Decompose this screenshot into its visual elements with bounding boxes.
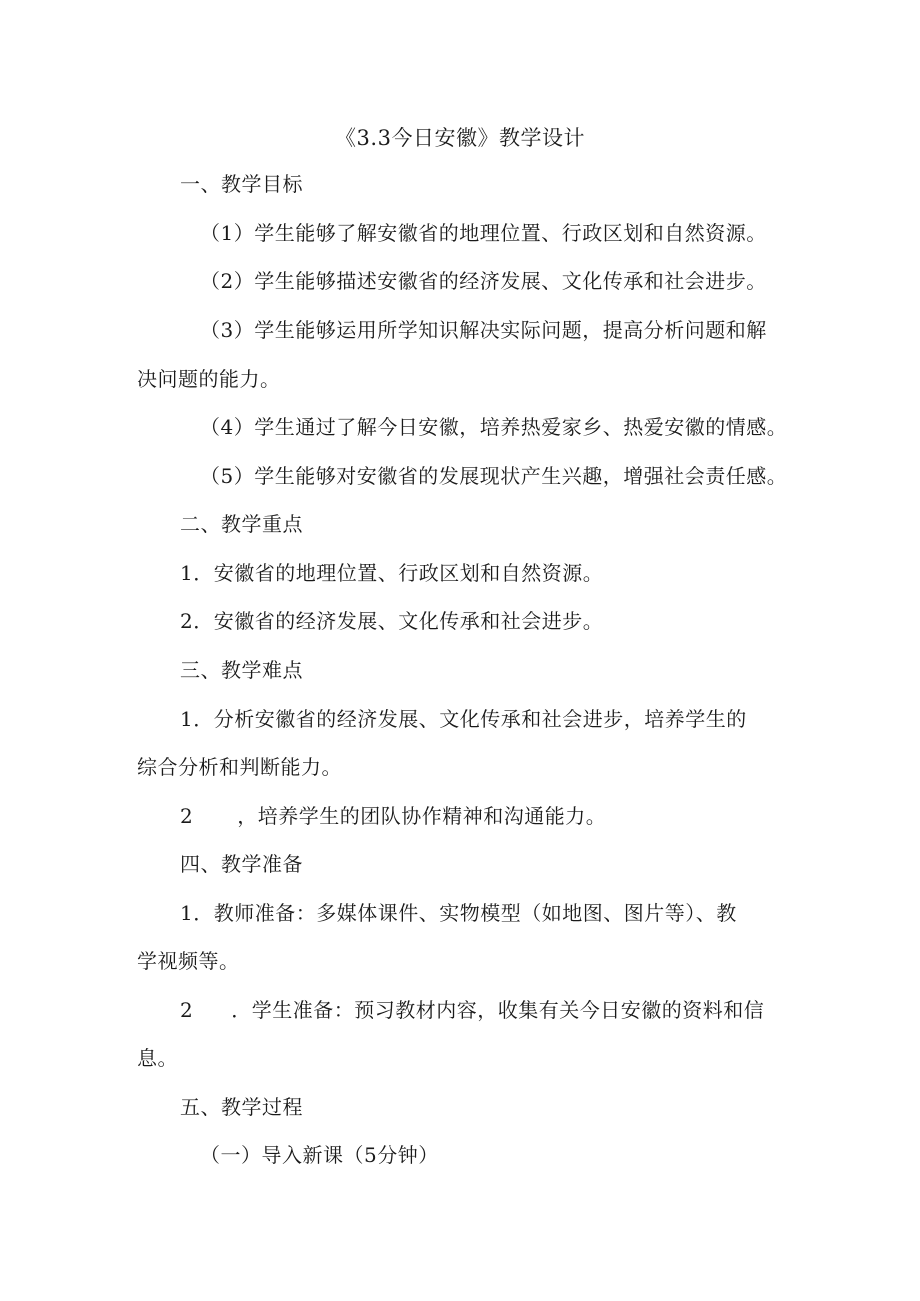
difficulty-item-2 bbox=[180, 802, 606, 830]
preparation-item-2-text: ．学生准备：预习教材内容，收集有关今日安徽的资料和信 bbox=[231, 998, 765, 1022]
section-heading-key-points: 二、教学重点 bbox=[180, 512, 303, 536]
preparation-item-2-number: 2 bbox=[180, 998, 194, 1022]
section-heading-process: 五、教学过程 bbox=[180, 1095, 303, 1119]
preparation-item-2 bbox=[180, 996, 764, 1024]
preparation-item-1: 1．教师准备：多媒体课件、实物模型（如地图、图片等）、教 bbox=[180, 901, 737, 925]
difficulty-item-1-continued: 综合分析和判断能力。 bbox=[137, 755, 342, 779]
goal-item-3-continued: 决问题的能力。 bbox=[137, 367, 281, 391]
preparation-item-1-continued: 学视频等。 bbox=[137, 949, 240, 973]
key-point-item-2: 2．安徽省的经济发展、文化传承和社会进步。 bbox=[180, 609, 604, 633]
goal-item-3: （3）学生能够运用所学知识解决实际问题，提高分析问题和解 bbox=[200, 318, 767, 342]
key-point-item-1: 1．安徽省的地理位置、行政区划和自然资源。 bbox=[180, 561, 604, 585]
goal-item-5: （5）学生能够对安徽省的发展现状产生兴趣，增强社会责任感。 bbox=[200, 464, 788, 488]
process-item-1: （一）导入新课（5分钟） bbox=[200, 1143, 439, 1167]
section-heading-goals: 一、教学目标 bbox=[180, 172, 303, 196]
goal-item-2: （2）学生能够描述安徽省的经济发展、文化传承和社会进步。 bbox=[200, 269, 767, 293]
preparation-item-2-continued: 息。 bbox=[137, 1046, 178, 1070]
goal-item-4: （4）学生通过了解今日安徽，培养热爱家乡、热爱安徽的情感。 bbox=[200, 415, 788, 439]
goal-item-1: （1）学生能够了解安徽省的地理位置、行政区划和自然资源。 bbox=[200, 221, 767, 245]
difficulty-item-2-number: 2 bbox=[180, 804, 194, 828]
difficulty-item-2-text: ，培养学生的团队协作精神和沟通能力。 bbox=[237, 804, 607, 828]
difficulty-item-1: 1．分析安徽省的经济发展、文化传承和社会进步，培养学生的 bbox=[180, 707, 747, 731]
document-title: 《3.3今日安徽》教学设计 bbox=[335, 126, 585, 150]
section-heading-preparation: 四、教学准备 bbox=[180, 852, 303, 876]
section-heading-difficulties: 三、教学难点 bbox=[180, 658, 303, 682]
